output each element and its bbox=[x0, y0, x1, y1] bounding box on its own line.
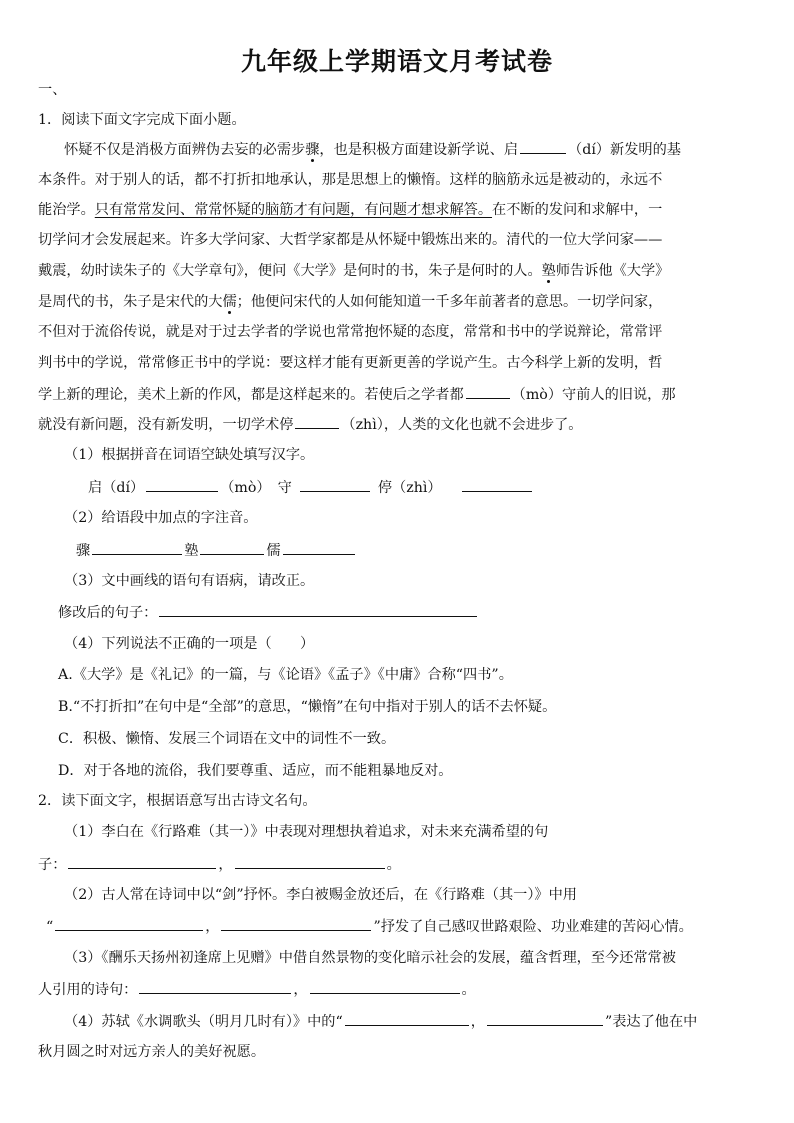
fill-blank-di[interactable] bbox=[520, 139, 566, 154]
section-number: 一、 bbox=[38, 82, 67, 98]
answer-label: 修改后的句子： bbox=[58, 605, 158, 621]
answer-blank[interactable] bbox=[221, 916, 371, 931]
text-suffix: ”抒发了自己感叹世路艰险、功业难建的苦闷心情。 bbox=[373, 919, 693, 935]
fill-blank-zhi[interactable] bbox=[295, 414, 339, 429]
answer-blank[interactable] bbox=[92, 540, 182, 555]
q2-sub3-line1: （3）《酬乐天扬州初逢席上见赠》中借自然景物的变化暗示社会的发展，蕴含哲理，至今还常常被 bbox=[64, 950, 676, 966]
answer-blank[interactable] bbox=[283, 540, 355, 555]
q1-sub2-prompt: （2）给语段中加点的字注音。 bbox=[64, 510, 258, 526]
answer-blank[interactable] bbox=[159, 602, 477, 617]
passage-text: 能治学。 bbox=[38, 202, 95, 218]
punctuation: “ bbox=[46, 919, 54, 935]
passage-line-10 bbox=[38, 414, 758, 435]
answer-blank[interactable] bbox=[146, 477, 218, 492]
passage-text: 是周代的书，朱子是宋代的大 bbox=[38, 294, 223, 310]
q2-sub4-line1 bbox=[64, 1011, 784, 1032]
passage-line-6 bbox=[38, 292, 758, 312]
blank-label: 启（dí） bbox=[88, 480, 145, 496]
punctuation: ， bbox=[470, 1014, 485, 1030]
passage-text: ，也是积极方面建设新学说、启 bbox=[319, 142, 519, 158]
answer-blank[interactable] bbox=[300, 477, 370, 492]
q2-sub2-line2 bbox=[46, 916, 766, 937]
answer-blank[interactable] bbox=[487, 1011, 603, 1026]
blank-label: （mò） 守 bbox=[220, 480, 292, 496]
passage-line-5 bbox=[38, 261, 758, 281]
q2-sub2-line1: （2）古人常在诗词中以“剑”抒怀。李白被赐金放还后，在《行路难（其一）》中用 bbox=[64, 887, 577, 903]
answer-blank[interactable] bbox=[235, 854, 385, 869]
passage-text: （zhì），人类的文化也就不会进步了。 bbox=[341, 417, 583, 433]
q1-sub4-prompt: （4）下列说法不正确的一项是（ ） bbox=[64, 636, 315, 652]
passage-text: 在不断的发问和求解中，一 bbox=[492, 202, 663, 218]
dotted-char: 骤 bbox=[305, 142, 320, 158]
q2-sub3-line2 bbox=[38, 979, 758, 1000]
q1-sub3-answer bbox=[58, 602, 778, 623]
blank-label: 儒 bbox=[266, 543, 281, 559]
dotted-char: 儒 bbox=[222, 294, 237, 310]
punctuation: ， bbox=[205, 919, 220, 935]
passage-line-3 bbox=[38, 200, 758, 220]
q1-sub1-prompt: （1）根据拼音在词语空缺处填写汉字。 bbox=[64, 447, 315, 463]
blank-label: 骤 bbox=[76, 543, 91, 559]
q2-sub4-line2: 秋月圆之时对远方亲人的美好祝愿。 bbox=[38, 1044, 266, 1060]
option-c[interactable]: C．积极、懒惰、发展三个词语在文中的词性不一致。 bbox=[58, 731, 396, 747]
punctuation: ， bbox=[293, 982, 308, 998]
text-prefix: 子： bbox=[38, 857, 67, 873]
underlined-sentence: 只有常常发问、常常怀疑的脑筋才有问题，有问题才想求解答。 bbox=[94, 202, 493, 218]
passage-line-1 bbox=[64, 139, 784, 160]
option-a[interactable]: A.《大学》是《礼记》的一篇，与《论语》《孟子》《中庸》合称“四书”。 bbox=[58, 667, 513, 683]
q1-sub2-blanks bbox=[76, 540, 794, 561]
fill-blank-mo[interactable] bbox=[466, 384, 510, 399]
passage-line-8: 判书中的学说，常常修正书中的学说：要这样才能有更新更善的学说产生。古今科学上新的发明，哲 bbox=[38, 355, 663, 371]
passage-text: （dí）新发明的基 bbox=[568, 142, 681, 158]
page-title: 九年级上学期语文月考试卷 bbox=[240, 47, 553, 76]
option-b[interactable]: B.“不打折扣”在句中是“全部”的意思，“懒惰”在句中指对于别人的话不去怀疑。 bbox=[58, 699, 557, 715]
q2-sub1-line2 bbox=[38, 854, 758, 875]
passage-line-4: 切学问才会发展起来。许多大学问家、大哲学家都是从怀疑中锻炼出来的。清代的一位大学问家—— bbox=[38, 232, 663, 248]
passage-line-7: 不但对于流俗传说，就是对于过去学者的学说也常常抱怀疑的态度，常常和书中的学说辩论，常常评 bbox=[38, 324, 663, 340]
option-d[interactable]: D．对于各地的流俗，我们要尊重、适应，而不能粗暴地反对。 bbox=[58, 763, 453, 779]
punctuation: 。 bbox=[461, 982, 476, 998]
dotted-char: 塾 bbox=[541, 263, 556, 279]
passage-text: （mò）守前人的旧说，那 bbox=[511, 387, 676, 403]
passage-text: 师告诉他《大学》 bbox=[555, 263, 670, 279]
answer-blank[interactable] bbox=[55, 916, 203, 931]
passage-text: ；他便问宋代的人如何能知道一千多年前著者的意思。一切学问家， bbox=[236, 294, 663, 310]
answer-blank[interactable] bbox=[345, 1011, 469, 1026]
answer-blank[interactable] bbox=[310, 979, 460, 994]
q1-stem: 1．阅读下面文字完成下面小题。 bbox=[38, 112, 246, 128]
punctuation: ， bbox=[218, 857, 233, 873]
answer-blank[interactable] bbox=[139, 979, 291, 994]
blank-label: 塾 bbox=[184, 543, 199, 559]
passage-text: 戴震，幼时读朱子的《大学章句》，便问《大学》是何时的书，朱子是何时的人。 bbox=[38, 263, 542, 279]
answer-blank[interactable] bbox=[68, 854, 216, 869]
punctuation: 。 bbox=[386, 857, 401, 873]
q2-stem: 2．读下面文字，根据语意写出古诗文名句。 bbox=[38, 793, 317, 809]
text-prefix: 人引用的诗句： bbox=[38, 982, 138, 998]
q1-sub3-prompt: （3）文中画线的语句有语病，请改正。 bbox=[64, 573, 315, 589]
answer-blank[interactable] bbox=[462, 477, 532, 492]
passage-text: 学上新的理论，美术上新的作风，都是这样起来的。若使后之学者都 bbox=[38, 387, 464, 403]
passage-text: 就没有新问题，没有新发明，一切学术停 bbox=[38, 417, 294, 433]
passage-line-2: 本条件。对于别人的话，都不打折扣地承认，那是思想上的懒惰。这样的脑筋永远是被动的，永远不 bbox=[38, 172, 663, 188]
text-prefix: （4）苏轼《水调歌头（明月几时有）》中的“ bbox=[64, 1014, 343, 1030]
q1-sub1-blanks bbox=[88, 477, 794, 498]
blank-label: 停（zhì） bbox=[377, 480, 442, 496]
passage-text: 怀疑不仅是消极方面辨伪去妄的必需步 bbox=[64, 142, 306, 158]
answer-blank[interactable] bbox=[200, 540, 264, 555]
q2-sub1-line1: （1）李白在《行路难（其一）》中表现对理想执着追求，对未来充满希望的句 bbox=[64, 824, 549, 840]
passage-line-9 bbox=[38, 384, 758, 405]
text-suffix: ”表达了他在中 bbox=[604, 1014, 698, 1030]
